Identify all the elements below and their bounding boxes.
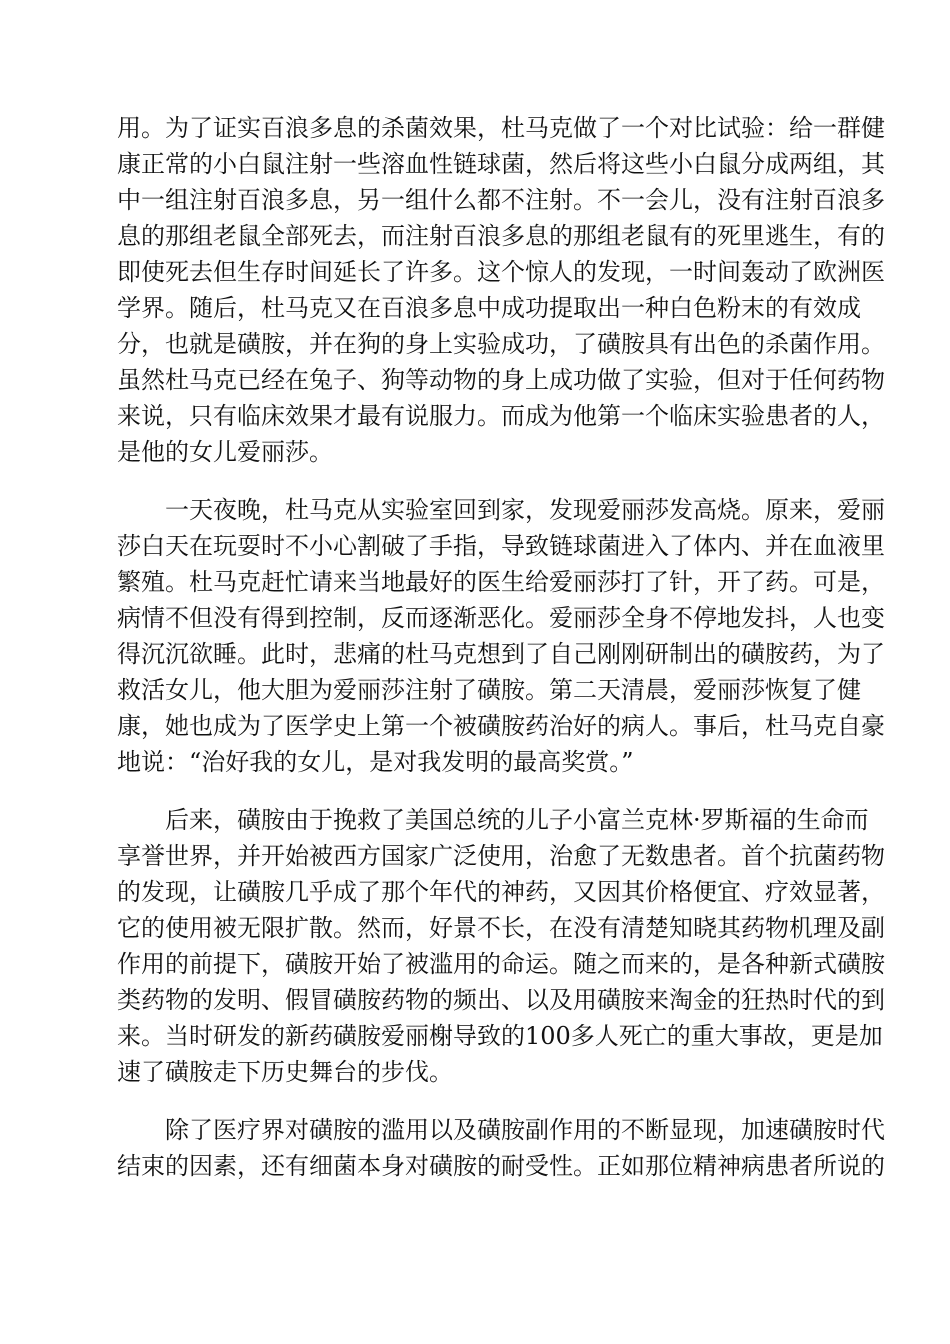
text-line: 享誉世界，并开始被西方国家广泛使用，治愈了无数患者。首个抗菌药物 bbox=[117, 842, 885, 870]
text-line: 地说：“治好我的女儿，是对我发明的最高奖赏。” bbox=[117, 748, 634, 776]
text-line: 来。当时研发的新药磺胺爱丽榭导致的100多人死亡的重大事故，更是加 bbox=[117, 1022, 883, 1050]
text-line: 康，她也成为了医学史上第一个被磺胺药治好的病人。事后，杜马克自豪 bbox=[117, 712, 885, 740]
text-line: 结束的因素，还有细菌本身对磺胺的耐受性。正如那位精神病患者所说的 bbox=[117, 1152, 885, 1180]
text-line: 息的那组老鼠全部死去，而注射百浪多息的那组老鼠有的死里逃生，有的 bbox=[117, 222, 885, 250]
text-line: 学界。随后，杜马克又在百浪多息中成功提取出一种白色粉末的有效成 bbox=[117, 294, 861, 322]
text-line: 作用的前提下，磺胺开始了被滥用的命运。随之而来的，是各种新式磺胺 bbox=[117, 950, 885, 978]
text-line: 它的使用被无限扩散。然而，好景不长，在没有清楚知晓其药物机理及副 bbox=[117, 914, 885, 942]
text-line: 来说，只有临床效果才最有说服力。而成为他第一个临床实验患者的人， bbox=[117, 402, 885, 430]
text-line: 病情不但没有得到控制，反而逐渐恶化。爱丽莎全身不停地发抖，人也变 bbox=[117, 604, 885, 632]
paragraph bbox=[117, 492, 885, 780]
text-line: 救活女儿，他大胆为爱丽莎注射了磺胺。第二天清晨，爱丽莎恢复了健 bbox=[117, 676, 861, 704]
paragraph bbox=[117, 802, 885, 1090]
text-line: 莎白天在玩耍时不小心割破了手指，导致链球菌进入了体内、并在血液里 bbox=[117, 532, 885, 560]
text-line: 分，也就是磺胺，并在狗的身上实验成功，了磺胺具有出色的杀菌作用。 bbox=[117, 330, 885, 358]
text-line: 类药物的发明、假冒磺胺药物的频出、以及用磺胺来淘金的狂热时代的到 bbox=[117, 986, 885, 1014]
text-line: 一天夜晚，杜马克从实验室回到家，发现爱丽莎发高烧。原来，爱丽 bbox=[165, 496, 885, 524]
text-line: 康正常的小白鼠注射一些溶血性链球菌，然后将这些小白鼠分成两组，其 bbox=[117, 150, 885, 178]
text-line: 繁殖。杜马克赶忙请来当地最好的医生给爱丽莎打了针，开了药。可是， bbox=[117, 568, 885, 596]
document-body bbox=[117, 110, 885, 1206]
text-line: 中一组注射百浪多息，另一组什么都不注射。不一会儿，没有注射百浪多 bbox=[117, 186, 885, 214]
text-line: 是他的女儿爱丽莎。 bbox=[117, 438, 333, 466]
text-line: 后来，磺胺由于挽救了美国总统的儿子小富兰克林·罗斯福的生命而 bbox=[165, 806, 869, 834]
text-line: 速了磺胺走下历史舞台的步伐。 bbox=[117, 1058, 453, 1086]
text-line: 用。为了证实百浪多息的杀菌效果，杜马克做了一个对比试验：给一群健 bbox=[117, 114, 885, 142]
text-line: 虽然杜马克已经在兔子、狗等动物的身上成功做了实验，但对于任何药物 bbox=[117, 366, 885, 394]
text-line: 的发现，让磺胺几乎成了那个年代的神药，又因其价格便宜、疗效显著， bbox=[117, 878, 885, 906]
text-line: 即使死去但生存时间延长了许多。这个惊人的发现，一时间轰动了欧洲医 bbox=[117, 258, 885, 286]
paragraph bbox=[117, 1112, 885, 1184]
paragraph bbox=[117, 110, 885, 470]
text-line: 得沉沉欲睡。此时，悲痛的杜马克想到了自己刚刚研制出的磺胺药，为了 bbox=[117, 640, 885, 668]
text-line: 除了医疗界对磺胺的滥用以及磺胺副作用的不断显现，加速磺胺时代 bbox=[165, 1116, 885, 1144]
